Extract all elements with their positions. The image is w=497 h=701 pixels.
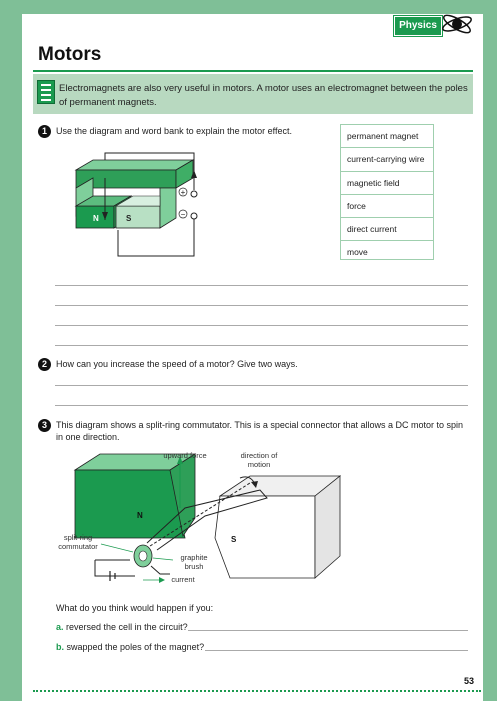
magnet-north-label: N — [137, 511, 143, 520]
sub-question-letter: b. — [56, 642, 64, 652]
sub-question-letter: a. — [56, 622, 64, 632]
notes-icon — [37, 80, 55, 104]
answer-line[interactable] — [55, 325, 468, 326]
word-bank — [340, 124, 434, 260]
followup-prompt: What do you think would happen if you: — [56, 603, 214, 613]
answer-line[interactable] — [55, 285, 468, 286]
word-bank-item: current-carrying wire — [341, 148, 433, 171]
question-3-number: 3 — [38, 419, 51, 432]
word-bank-item: force — [341, 195, 433, 218]
atom-icon — [440, 10, 474, 38]
question-3-text: This diagram shows a split-ring commutator. This is a special connector that allows a DC motor to spin in one direction. — [56, 420, 463, 442]
direction-of-motion-label: direction of motion — [240, 451, 278, 469]
page-border-right — [483, 0, 497, 701]
page-border-top — [0, 0, 497, 14]
current-label: current — [171, 575, 195, 584]
page-number: 53 — [464, 676, 475, 686]
sub-question-text: swapped the poles of the magnet? — [66, 642, 205, 652]
motor-effect-diagram — [58, 148, 208, 263]
plus-label: + — [180, 188, 186, 197]
upward-force-label: upward force — [163, 451, 207, 460]
question-2-number: 2 — [38, 358, 51, 371]
answer-line[interactable] — [205, 650, 468, 651]
answer-line[interactable] — [188, 630, 468, 631]
north-pole-label: N — [93, 214, 99, 223]
footer-rule — [33, 690, 481, 692]
sub-question-a — [56, 622, 188, 632]
answer-line[interactable] — [55, 305, 468, 306]
answer-line[interactable] — [55, 385, 468, 386]
question-2-text: How can you increase the speed of a motor? Give two ways. — [56, 359, 298, 369]
graphite-brush-label: graphite brush — [180, 553, 208, 571]
word-bank-item: permanent magnet — [341, 125, 433, 148]
title-underline — [33, 70, 473, 72]
page-border-left — [0, 0, 22, 701]
answer-line[interactable] — [55, 405, 468, 406]
word-bank-item: magnetic field — [341, 172, 433, 195]
intro-text: Electromagnets are also very useful in motors. A motor uses an electromagnet between the poles of permanent magnets. — [59, 83, 468, 108]
sub-question-b — [56, 642, 204, 652]
subject-tab: Physics — [394, 16, 442, 36]
word-bank-item: direct current — [341, 218, 433, 241]
word-bank-item: move — [347, 247, 368, 258]
minus-label: − — [180, 210, 186, 219]
page-title: Motors — [38, 44, 102, 65]
south-pole-label: S — [126, 214, 132, 223]
split-ring-commutator-label: split-ring commutator — [58, 533, 98, 551]
question-1-number: 1 — [38, 125, 51, 138]
intro-panel — [33, 74, 473, 114]
answer-line[interactable] — [55, 345, 468, 346]
magnet-south-label: S — [231, 535, 237, 544]
sub-question-text: reversed the cell in the circuit? — [66, 622, 188, 632]
question-1-text: Use the diagram and word bank to explain the motor effect. — [56, 126, 292, 136]
